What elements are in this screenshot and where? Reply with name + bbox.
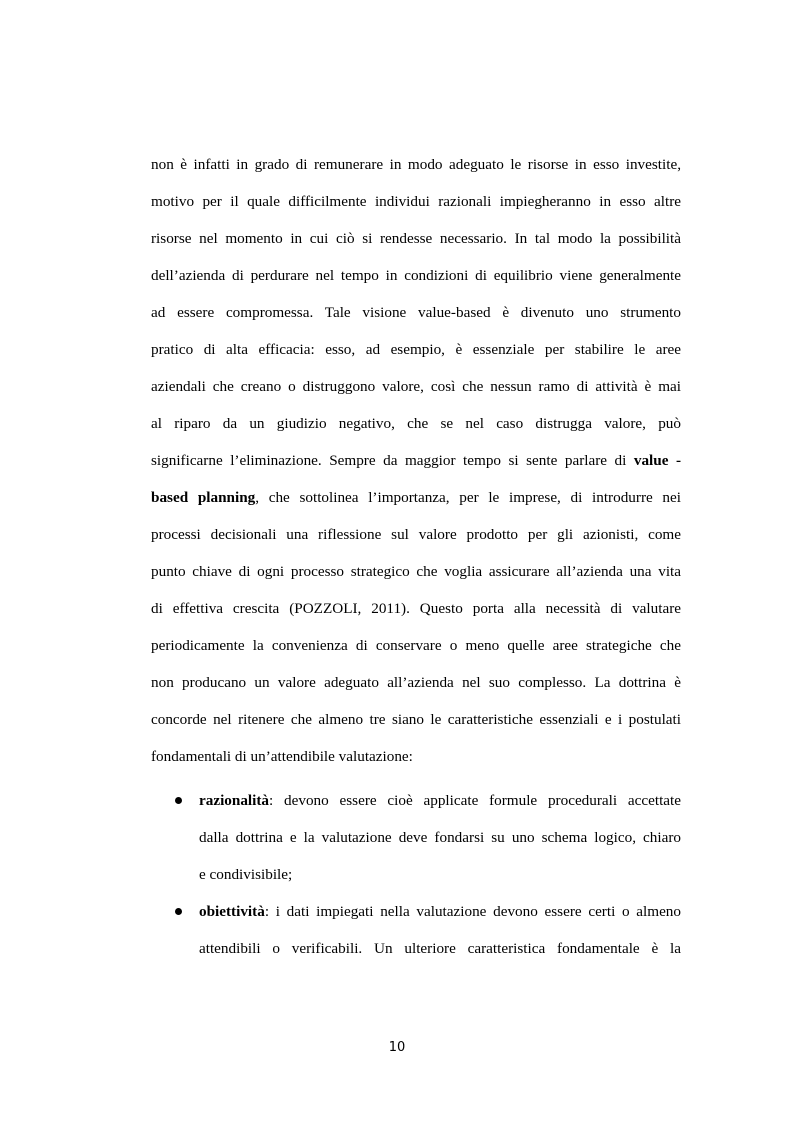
text-segment: , che sottolinea l’importanza, per le imprese, di introdurre nei [255, 489, 681, 506]
body-paragraph [151, 146, 681, 775]
text-line: processi decisionali una riflessione sul valore prodotto per gli azionisti, come [151, 526, 681, 543]
bold-term: razionalità [199, 792, 270, 809]
text-segment: : devono essere cioè applicate formule procedurali accettate [269, 792, 681, 809]
text-line: risorse nel momento in cui ciò si rendesse necessario. In tal modo la possibilità [151, 230, 681, 247]
text-line [199, 893, 681, 930]
text-line: dell’azienda di perdurare nel tempo in condizioni di equilibrio viene generalmente [151, 267, 681, 284]
list-item [151, 782, 681, 893]
text-line: fondamentali di un’attendibile valutazione: [151, 748, 413, 765]
text-line: ad essere compromessa. Tale visione value-based è divenuto uno strumento [151, 304, 681, 321]
text-line [151, 479, 681, 516]
text-line: motivo per il quale difficilmente individui razionali impiegheranno in esso altre [151, 193, 681, 210]
text-line: al riparo da un giudizio negativo, che se nel caso distrugga valore, può [151, 415, 681, 432]
bullet-icon [175, 797, 182, 804]
text-line: e condivisibile; [199, 866, 293, 883]
text-line [199, 782, 681, 819]
text-line: attendibili o verificabili. Un ulteriore caratteristica fondamentale è la [199, 940, 681, 957]
bold-term: value - [633, 452, 681, 469]
text-line: periodicamente la convenienza di conservare o meno quelle aree strategiche che [151, 637, 681, 654]
text-segment: : i dati impiegati nella valutazione devono essere certi o almeno [264, 903, 681, 920]
text-segment: significarne l’eliminazione. Sempre da maggior tempo si sente parlare di [151, 452, 634, 469]
text-line: concorde nel ritenere che almeno tre siano le caratteristiche essenziali e i postulati [151, 711, 681, 728]
bold-term: based planning [151, 489, 256, 506]
text-line: aziendali che creano o distruggono valore, così che nessun ramo di attività è mai [151, 378, 681, 395]
text-line [151, 442, 681, 479]
bold-term: obiettività [199, 903, 265, 920]
text-line: di effettiva crescita (POZZOLI, 2011). Questo porta alla necessità di valutare [151, 600, 681, 617]
text-line: non producano un valore adeguato all’azienda nel suo complesso. La dottrina è [151, 674, 681, 691]
text-line: dalla dottrina e la valutazione deve fondarsi su uno schema logico, chiaro [199, 829, 681, 846]
bullet-list [151, 782, 681, 967]
list-item [151, 893, 681, 967]
bullet-icon [175, 908, 182, 915]
text-line: non è infatti in grado di remunerare in modo adeguato le risorse in esso investite, [151, 156, 681, 173]
text-line: pratico di alta efficacia: esso, ad esempio, è essenziale per stabilire le aree [151, 341, 681, 358]
text-line: punto chiave di ogni processo strategico che voglia assicurare all’azienda una vita [151, 563, 681, 580]
page-number: 10 [388, 1040, 406, 1055]
